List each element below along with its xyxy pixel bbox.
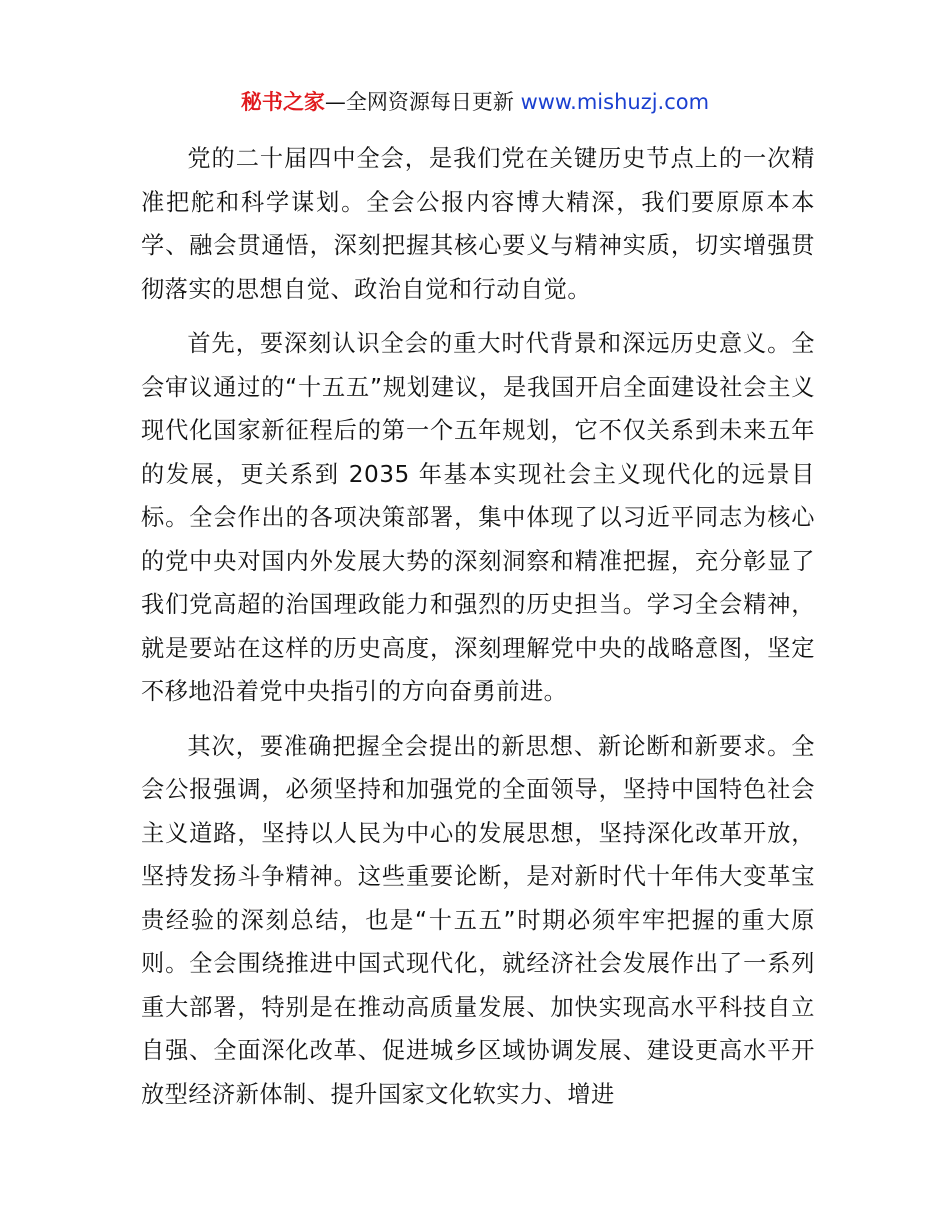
- article-body: [141, 137, 815, 1127]
- header-slogan: —全网资源每日更新: [324, 90, 514, 114]
- paragraph-intro: 党的二十届四中全会，是我们党在关键历史节点上的一次精准把舵和科学谋划。全会公报内容博大精深，我们要原原本本学、融会贯通悟，深刻把握其核心要义与精神实质，切实增强贯彻落实的思想自觉、政治自觉和行动自觉。: [141, 145, 815, 303]
- paragraph-second-point: 其次，要准确把握全会提出的新思想、新论断和新要求。全会公报强调，必须坚持和加强党的全面领导，坚持中国特色社会主义道路，坚持以人民为中心的发展思想，坚持深化改革开放，坚持发扬斗争精神。这些重要论断，是对新时代十年伟大变革宝贵经验的深刻总结，也是“十五五”时期必须牢牢把握的重大原则。全会围绕推进中国式现代化，就经济社会发展作出了一系列重大部署，特别是在推动高质量发展、加快实现高水平科技自立自强、全面深化改革、促进城乡区域协调发展、建设更高水平开放型经济新体制、提升国家文化软实力、增进: [141, 732, 815, 1108]
- brand-name: 秘书之家: [240, 90, 325, 114]
- paragraph-first-point: 首先，要深刻认识全会的重大时代背景和深远历史意义。全会审议通过的“十五五”规划建议，是我国开启全面建设社会主义现代化国家新征程后的第一个五年规划，它不仅关系到未来五年的发展，更关系到 2035 年基本实现社会主义现代化的远景目标。全会作出的各项决策部署，集中体现了以习近平同志为核心的党中央对国内外发展大势的深刻洞察和精准把握，充分彰显了我们党高超的治国理政能力和强烈的历史担当。学习全会精神，就是要站在这样的历史高度，深刻理解党中央的战略意图，坚定不移地沿着党中央指引的方向奋勇前进。: [141, 330, 815, 705]
- page-header: [0, 86, 950, 118]
- website-link[interactable]: www.mishuzj.com: [520, 90, 710, 114]
